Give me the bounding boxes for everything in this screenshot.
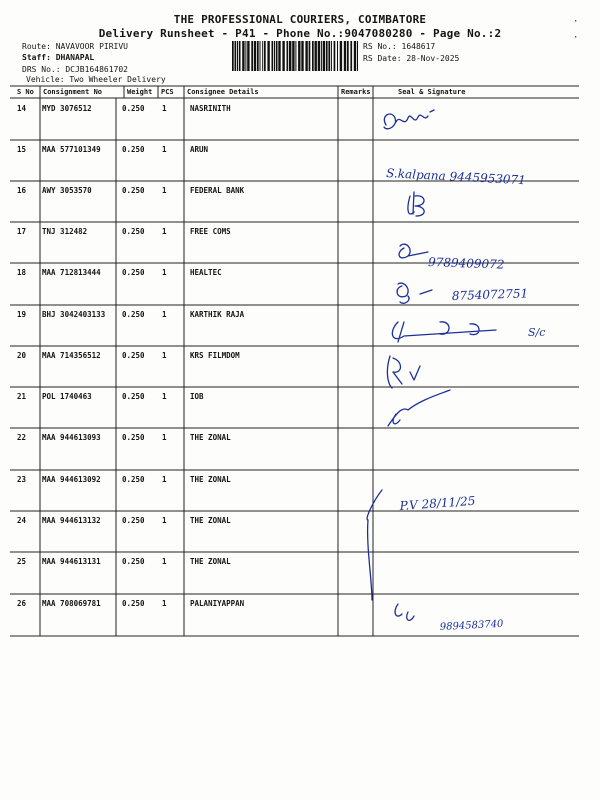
table-row bbox=[0, 181, 600, 222]
row-consignment: TNJ 312482 bbox=[42, 227, 88, 236]
row-sno: 25 bbox=[17, 557, 27, 566]
row-sno: 16 bbox=[17, 186, 27, 195]
row-consignment: BHJ 3042403133 bbox=[42, 310, 106, 319]
column-header-consignee: Consignee Details bbox=[187, 88, 259, 96]
row-weight: 0.250 bbox=[122, 310, 145, 319]
table-row bbox=[0, 511, 600, 552]
table-row bbox=[0, 140, 600, 181]
runsheet-subtitle: Delivery Runsheet - P41 - Phone No.:9047080280 - Page No.:2 bbox=[98, 27, 502, 40]
column-header-pcs: PCS bbox=[161, 88, 174, 96]
table-row bbox=[0, 222, 600, 263]
row-pcs: 1 bbox=[162, 516, 167, 525]
row-pcs: 1 bbox=[162, 104, 167, 113]
row-consignment: MAA 708069781 bbox=[42, 599, 101, 608]
scan-mark: · bbox=[573, 17, 579, 27]
row-weight: 0.250 bbox=[122, 104, 145, 113]
row-sno: 23 bbox=[17, 475, 27, 484]
row-consignment: MAA 944613093 bbox=[42, 433, 101, 442]
row-pcs: 1 bbox=[162, 186, 167, 195]
staff-label: Staff: DHANAPAL bbox=[22, 53, 95, 62]
row-consignee: NASRINITH bbox=[190, 104, 231, 113]
table-row bbox=[0, 387, 600, 428]
row-sno: 19 bbox=[17, 310, 27, 319]
row-sno: 20 bbox=[17, 351, 27, 360]
row-sno: 18 bbox=[17, 268, 27, 277]
column-header-signature: Seal & Signature bbox=[398, 88, 466, 96]
table-row bbox=[0, 428, 600, 469]
row-pcs: 1 bbox=[162, 227, 167, 236]
row-consignment: MAA 944613132 bbox=[42, 516, 101, 525]
row-pcs: 1 bbox=[162, 475, 167, 484]
row-consignee: THE ZONAL bbox=[190, 433, 231, 442]
table-row bbox=[0, 470, 600, 511]
table-row bbox=[0, 263, 600, 304]
row-weight: 0.250 bbox=[122, 392, 145, 401]
row-sno: 21 bbox=[17, 392, 27, 401]
row-consignee: THE ZONAL bbox=[190, 516, 231, 525]
row-weight: 0.250 bbox=[122, 475, 145, 484]
row-weight: 0.250 bbox=[122, 227, 145, 236]
row-consignee: HEALTEC bbox=[190, 268, 222, 277]
table-row bbox=[0, 594, 600, 635]
row-pcs: 1 bbox=[162, 599, 167, 608]
row-consignee: ARUN bbox=[190, 145, 209, 154]
row-weight: 0.250 bbox=[122, 186, 145, 195]
handwritten-name-phone: S.kalpana 9445953071 bbox=[385, 166, 527, 188]
row-pcs: 1 bbox=[162, 145, 167, 154]
handwritten-phone: 8754072751 bbox=[451, 286, 529, 303]
row-weight: 0.250 bbox=[122, 557, 145, 566]
row-pcs: 1 bbox=[162, 351, 167, 360]
row-sno: 26 bbox=[17, 599, 27, 608]
handwritten-note: S/c bbox=[528, 326, 546, 339]
row-sno: 14 bbox=[17, 104, 27, 113]
row-pcs: 1 bbox=[162, 557, 167, 566]
row-consignee: THE ZONAL bbox=[190, 557, 231, 566]
row-consignee: PALANIYAPPAN bbox=[190, 599, 245, 608]
row-consignee: FREE COMS bbox=[190, 227, 231, 236]
drs-number: DRS No.: DCJB164861702 bbox=[22, 65, 128, 74]
row-pcs: 1 bbox=[162, 433, 167, 442]
row-consignee: KARTHIK RAJA bbox=[190, 310, 245, 319]
table-row bbox=[0, 99, 600, 140]
row-sno: 22 bbox=[17, 433, 27, 442]
row-weight: 0.250 bbox=[122, 599, 145, 608]
row-weight: 0.250 bbox=[122, 433, 145, 442]
row-pcs: 1 bbox=[162, 392, 167, 401]
row-consignment: MAA 944613092 bbox=[42, 475, 101, 484]
row-weight: 0.250 bbox=[122, 268, 145, 277]
row-consignee: IOB bbox=[190, 392, 204, 401]
handwritten-phone: 9789409072 bbox=[427, 255, 505, 272]
row-consignee: KRS FILMDOM bbox=[190, 351, 240, 360]
row-consignment: MYD 3076512 bbox=[42, 104, 92, 113]
row-consignment: POL 1740463 bbox=[42, 392, 92, 401]
row-consignee: FEDERAL BANK bbox=[190, 186, 245, 195]
row-consignment: MAA 712813444 bbox=[42, 268, 101, 277]
vehicle-label: Vehicle: Two Wheeler Delivery bbox=[26, 75, 166, 84]
row-pcs: 1 bbox=[162, 268, 167, 277]
row-sno: 17 bbox=[17, 227, 27, 236]
handwritten-phone: 9894583740 bbox=[439, 618, 504, 633]
row-sno: 24 bbox=[17, 516, 27, 525]
row-consignment: MAA 577101349 bbox=[42, 145, 101, 154]
row-weight: 0.250 bbox=[122, 351, 145, 360]
company-title: THE PROFESSIONAL COURIERS, COIMBATORE bbox=[173, 13, 427, 26]
rs-number: RS No.: 1648617 bbox=[363, 42, 436, 51]
route-label: Route: NAVAVOOR PIRIVU bbox=[22, 42, 128, 51]
row-weight: 0.250 bbox=[122, 516, 145, 525]
handwritten-initials-date: P.V 28/11/25 bbox=[399, 493, 476, 513]
row-consignee: THE ZONAL bbox=[190, 475, 231, 484]
rs-date: RS Date: 28-Nov-2025 bbox=[363, 54, 460, 63]
column-header-weight: Weight bbox=[127, 88, 153, 96]
column-header-remarks: Remarks bbox=[341, 88, 371, 96]
table-row bbox=[0, 552, 600, 593]
table-row bbox=[0, 346, 600, 387]
row-sno: 15 bbox=[17, 145, 27, 154]
table-row bbox=[0, 305, 600, 346]
row-weight: 0.250 bbox=[122, 145, 145, 154]
row-pcs: 1 bbox=[162, 310, 167, 319]
row-consignment: AWY 3053570 bbox=[42, 186, 92, 195]
column-header-consignment: Consignment No bbox=[43, 88, 103, 96]
row-consignment: MAA 944613131 bbox=[42, 557, 101, 566]
scan-mark: · bbox=[573, 33, 579, 43]
row-consignment: MAA 714356512 bbox=[42, 351, 101, 360]
column-header-sno: S No bbox=[17, 88, 34, 96]
